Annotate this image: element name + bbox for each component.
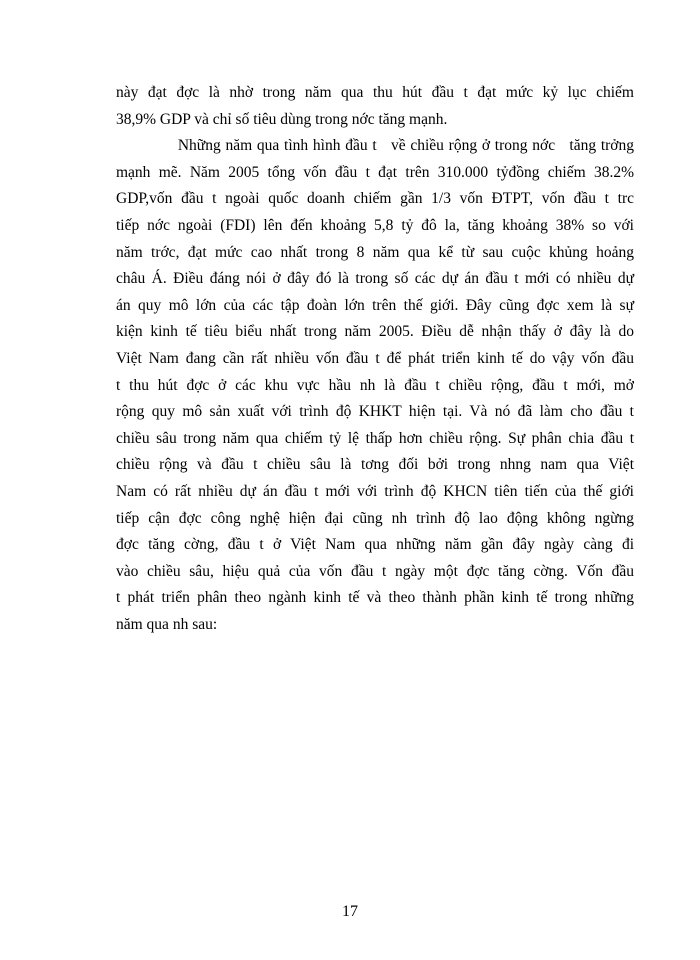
text-line: Nam có rất nhiều dự án đầu t mới với trình độ KHCN tiên tiến của thế giới (116, 482, 634, 500)
text-line: Việt Nam đang cần rất nhiều vốn đầu t để phát triển kinh tế do vậy vốn đầu (116, 349, 634, 367)
text-line: rộng quy mô sản xuất với trình độ KHKT hiện tại. Và nó đã làm cho đầu t (116, 403, 634, 421)
text-line: năm qua nh sau: (116, 615, 218, 633)
text-line: GDP,vốn đầu t ngoài quốc doanh chiếm gần 1/3 vốn ĐTPT, vốn đầu t trc (116, 190, 634, 208)
text-line: án quy mô lớn của các tập đoàn lớn trên thế giới. Đây cũng đợc xem là sự (116, 296, 634, 314)
text-line: vào chiều sâu, hiệu quả của vốn đầu t ngày một đợc tăng cờng. Vốn đầu (116, 562, 634, 580)
text-line: t thu hút đợc ở các khu vực hầu nh là đầu t chiều rộng, đầu t mới, mở (116, 376, 634, 394)
text-line: đợc tăng cờng, đầu t ở Việt Nam qua những năm gần đây ngày càng đi (116, 536, 634, 554)
text-line: năm trớc, đạt mức cao nhất trong 8 năm qua kể từ sau cuộc khủng hoảng (116, 243, 634, 261)
text-line: mạnh mẽ. Năm 2005 tổng vốn đầu t đạt trên 310.000 tỷđồng chiếm 38.2% (116, 163, 634, 181)
body-text (116, 80, 634, 638)
text-line: kiện kinh tế tiêu biểu nhất trong năm 2005. Điều dễ nhận thấy ở đây là do (116, 323, 634, 341)
text-line: 38,9% GDP và chỉ số tiêu dùng trong nớc tăng mạnh. (116, 110, 448, 128)
text-line: này đạt đợc là nhờ trong năm qua thu hút đầu t đạt mức kỷ lục chiếm (116, 84, 634, 101)
text-line: t phát triển phân theo ngành kinh tế và theo thành phần kinh tế trong những (116, 589, 634, 607)
text-line: tiếp nớc ngoài (FDI) lên đến khoảng 5,8 tỷ đô la, tăng khoảng 38% so với (116, 216, 634, 234)
text-line: Những năm qua tình hình đầu t về chiều rộng ở trong nớc tăng trởng (116, 137, 634, 155)
text-line: tiếp cận đợc công nghệ hiện đại cũng nh trình độ lao động không ngừng (116, 509, 634, 527)
text-line: chiều rộng và đầu t chiều sâu là tơng đối bởi trong nhng nam qua Việt (116, 456, 634, 474)
text-line: chiều sâu trong năm qua chiếm tỷ lệ thấp hơn chiều rộng. Sự phân chia đầu t (116, 429, 634, 447)
page-number: 17 (342, 903, 358, 920)
text-line: châu Á. Điều đáng nói ở đây đó là trong số các dự án đầu t mới có nhiều dự (116, 270, 634, 288)
